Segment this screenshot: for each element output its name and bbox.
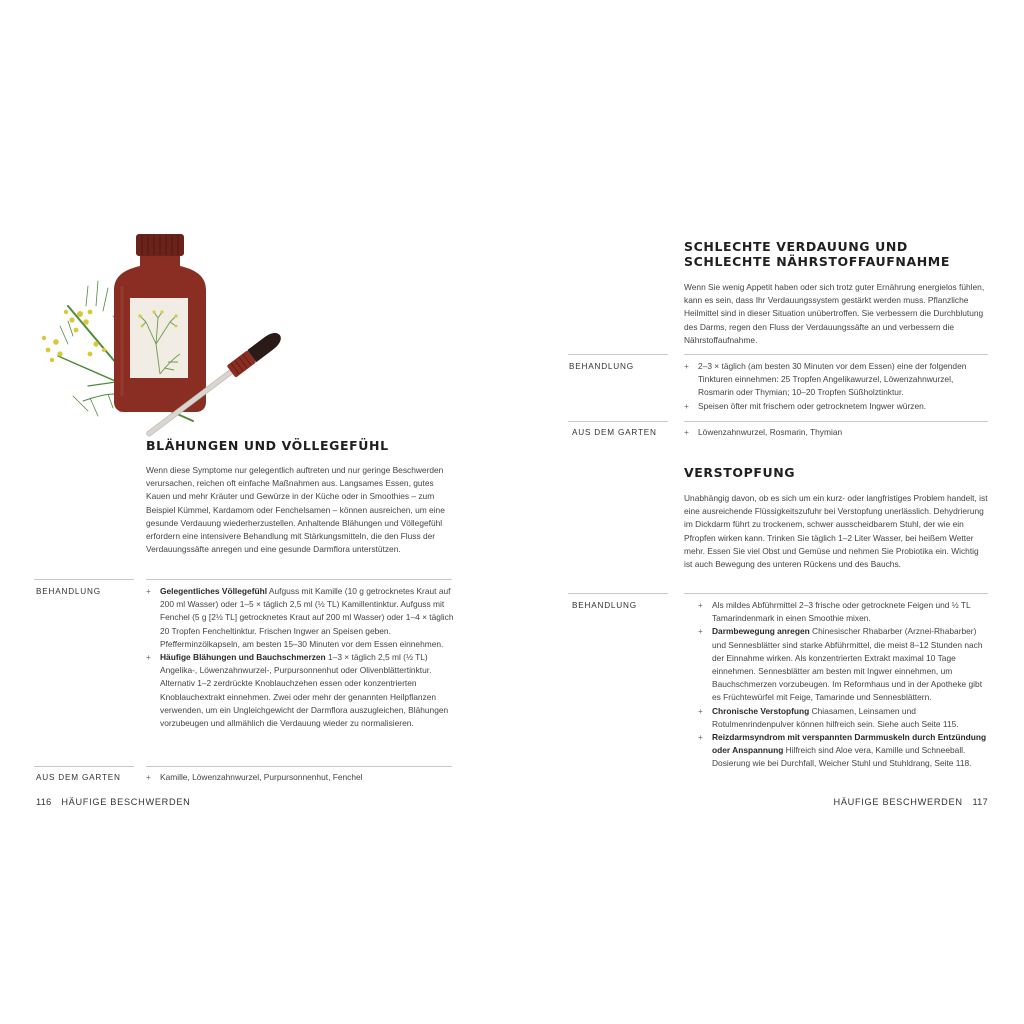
- item-heading: Darmbewegung anregen: [712, 626, 810, 637]
- garden-list: + Löwenzahnwurzel, Rosmarin, Thymian: [684, 426, 998, 439]
- page-footer-right: [834, 797, 989, 807]
- intro-paragraph-verstopfung: Unabhängig davon, ob es sich um ein kurz- oder langfristiges Problem handelt, ist eine ausreichende Flüssigkeitszufuhr bei Verstopfung unerlässlich. Dehydrierung im Dickdarm führt zu trockenem, schwer ausscheidbarem Stuhl, der wie ein Pfropfen wirken kann. Trinken Sie täglich 1–2 Liter Wasser, bei heißem Wetter mehr. Essen Sie viel Obst und Gemüse und nehmen Sie Probiotika ein. Wichtig ist auch Bewegung des unteren Rückens und des Bauchs.: [684, 493, 988, 570]
- list-item: [698, 705, 990, 731]
- treatment-list-verdauung: [684, 360, 990, 413]
- list-item: [146, 651, 456, 730]
- chapter-name: HÄUFIGE BESCHWERDEN: [833, 797, 963, 807]
- treatment-list-verstopfung: [698, 599, 990, 771]
- item-text: Aufguss mit Kamille (10 g getrocknetes Kraut auf 200 ml Wasser) oder 1–5 × täglich 2,5 ml (½ TL) Kamillentinktur. Aufguss mit Fenchel (5 g [2½ TL] getrocknetes Kraut auf 200 ml Wasser) oder 1–4 × täglich 20 Tropfen Fencheltinktur. Frischen Ingwer an Speisen geben. Pfefferminzölkapseln, am besten 15–30 Minuten vor dem Essen einnehmen.: [160, 586, 454, 649]
- divider: [568, 593, 668, 594]
- list-item: + Speisen öfter mit frischem oder getrocknetem Ingwer würzen.: [684, 400, 990, 413]
- divider: [568, 354, 668, 355]
- divider: [684, 593, 988, 594]
- title-line: SCHLECHTE NÄHRSTOFFAUFNAHME: [684, 254, 950, 269]
- item-heading: Gelegentliches Völlegefühl: [160, 586, 268, 596]
- section-title-verstopfung: VERSTOPFUNG: [684, 465, 796, 480]
- item-text: Hilfreich sind Aloe vera, Kamille und Schneeball. Dosierung wie bei Durchfall, Weicher Stuhl und Stuhldrang, Seite 118.: [712, 745, 972, 769]
- item-heading: Häufige Blähungen und Bauchschmerzen: [160, 652, 326, 663]
- treatment-label: BEHANDLUNG: [572, 601, 637, 610]
- chapter-name: HÄUFIGE BESCHWERDEN: [61, 797, 191, 807]
- divider: [684, 421, 988, 422]
- list-item: [698, 731, 990, 771]
- page-footer-left: [36, 797, 191, 807]
- right-page: [512, 0, 1024, 1024]
- page-number: 117: [972, 797, 988, 807]
- garden-label: AUS DEM GARTEN: [36, 773, 121, 782]
- treatment-list-blaehungen: [146, 585, 456, 730]
- item-heading: Reizdarmsyndrom mit verspannten Darmmuskeln durch Entzündung oder Anspannung: [712, 732, 987, 756]
- list-item: [146, 585, 456, 651]
- divider: [34, 766, 134, 767]
- divider: [146, 766, 452, 767]
- list-item: [698, 599, 990, 625]
- divider: [34, 579, 134, 580]
- title-line: SCHLECHTE VERDAUUNG UND: [684, 239, 908, 254]
- garden-label: AUS DEM GARTEN: [572, 428, 657, 437]
- divider: [684, 354, 988, 355]
- list-item: [698, 625, 990, 704]
- divider: [146, 579, 452, 580]
- section-title-blaehungen: BLÄHUNGEN UND VÖLLEGEFÜHL: [146, 438, 389, 453]
- fennel-tincture-bottle-icon: [28, 226, 328, 440]
- garden-list: + Kamille, Löwenzahnwurzel, Purpursonnenhut, Fenchel: [146, 771, 460, 784]
- list-item: + 2–3 × täglich (am besten 30 Minuten vor dem Essen) eine der folgenden Tinkturen einnehmen: 25 Tropfen Angelikawurzel, Löwenzahnwurzel, Rosmarin oder Thymian; 10–20 Tropfen Süßholztinktur.: [684, 360, 990, 400]
- treatment-label: BEHANDLUNG: [36, 587, 101, 596]
- item-text: Chinesischer Rhabarber (Arznei-Rhabarber) und Sennesblätter sind starke Abführmittel, die meist 8–12 Stunden nach der Einnahme wirken. Als konzentrierten Extrakt maximal 10 Tage einnehmen. Sennesblätter am besten mit Ingwer einnehmen, um Bauchschmerzen vorzubeugen. Im Reformhaus und in der Apotheke gibt es Früchtewürfel mit Feige, Tamarinde und Sennesblättern.: [712, 626, 983, 703]
- page-number: 116: [36, 797, 52, 807]
- item-heading: Chronische Verstopfung: [712, 705, 810, 716]
- section-title-verdauung: [684, 239, 950, 269]
- item-text: Als mildes Abführmittel 2–3 frische oder getrocknete Feigen und ½ TL Tamarindenmark in einen Smoothie mixen.: [712, 600, 971, 624]
- intro-paragraph-blaehungen: Wenn diese Symptome nur gelegentlich auftreten und nur geringe Beschwerden verursachen, reichen oft einfache Maßnahmen aus. Langsames Essen, gutes Kauen und mehr Kräuter und Gewürze in der Küche oder in Smoothies – zum Beispiel Kümmel, Kardamom oder Fenchelsamen – können ausreichen, um eine gesunde Verdauung wiederherzustellen. Anhaltende Blähungen und Völlegefühl erfordern eine intensivere Behandlung mit Stärkungsmitteln, die den Fluss der Verdauungssäfte anregen und eine gesunde Darmflora unterstützen.: [146, 465, 445, 555]
- item-text: 1–3 × täglich 2,5 ml (½ TL) Angelika-, Löwenzahnwurzel-, Purpursonnenhut oder Olivenblättertinktur. Alternativ 1–2 zerdrückte Knoblauchzehen essen oder konzentrierten Knoblauchextrakt einnehmen. Zwei oder mehr der genannten Heilpflanzen verwenden, um ein Ungleichgewicht der Darmflora auszugleichen, Blähungen vorzubeugen und allmählich die Verdauung wieder zu normalisieren.: [160, 652, 449, 729]
- divider: [568, 421, 668, 422]
- treatment-label: BEHANDLUNG: [569, 362, 634, 371]
- item-text: Chiasamen, Leinsamen und Rotulmenrindenpulver können hilfreich sein. Siehe auch Seite 115.: [712, 705, 959, 729]
- intro-paragraph-verdauung: Wenn Sie wenig Appetit haben oder sich trotz guter Ernährung energielos fühlen, kann es sein, dass Ihr Verdauungssystem gestärkt werden muss. Pflanzliche Heilmittel sind in dieser Situation unübertroffen. Sie verbessern die Durchblutung des Darms, regen den Fluss der Verdauungssäfte an und verbessern die Nährstoffaufnahme.: [684, 282, 985, 345]
